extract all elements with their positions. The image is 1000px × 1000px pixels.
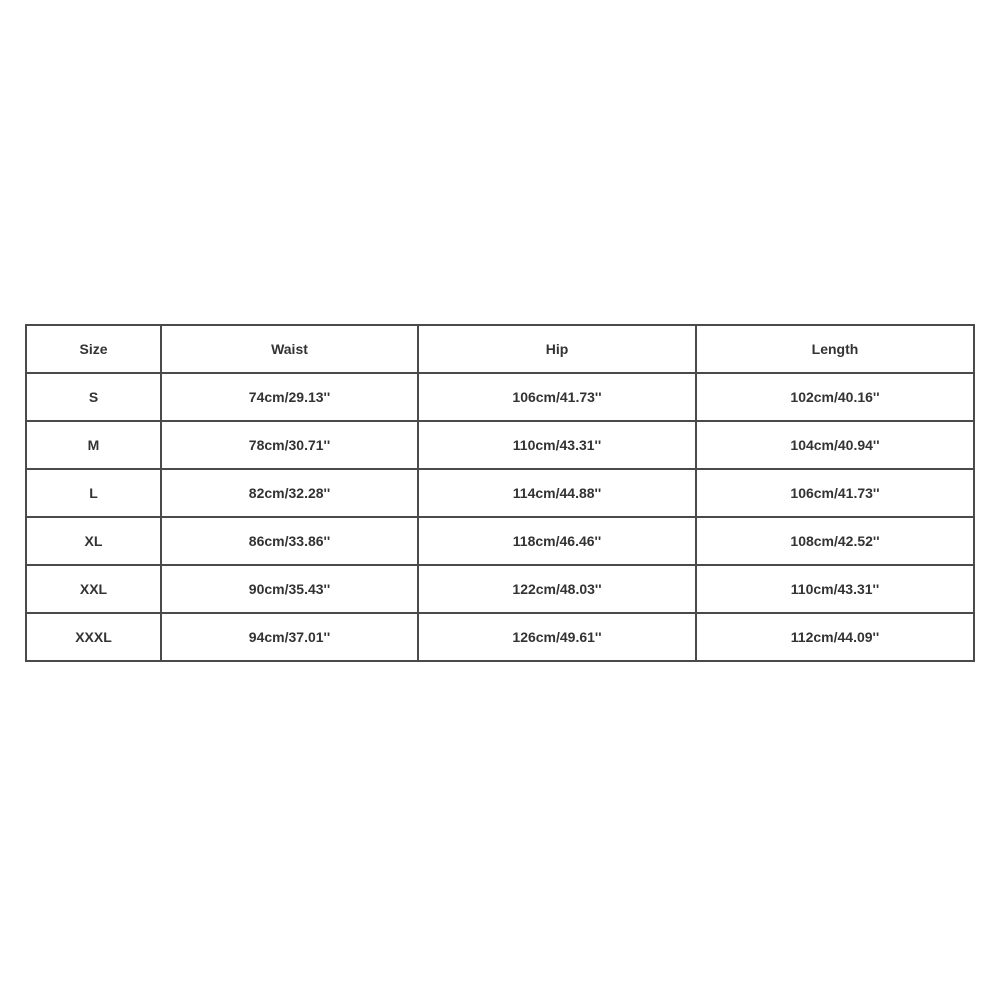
- size-chart-table: [25, 324, 975, 662]
- cell-waist: 90cm/35.43'': [161, 565, 418, 613]
- header-waist: Waist: [161, 325, 418, 373]
- cell-length: 108cm/42.52'': [696, 517, 974, 565]
- cell-waist: 74cm/29.13'': [161, 373, 418, 421]
- cell-length: 102cm/40.16'': [696, 373, 974, 421]
- cell-size: XXL: [26, 565, 161, 613]
- cell-length: 104cm/40.94'': [696, 421, 974, 469]
- cell-waist: 82cm/32.28'': [161, 469, 418, 517]
- cell-size: XL: [26, 517, 161, 565]
- table-row: [26, 469, 974, 517]
- table-row: [26, 565, 974, 613]
- table-row: [26, 421, 974, 469]
- cell-waist: 86cm/33.86'': [161, 517, 418, 565]
- cell-size: XXXL: [26, 613, 161, 661]
- cell-hip: 110cm/43.31'': [418, 421, 696, 469]
- cell-waist: 94cm/37.01'': [161, 613, 418, 661]
- cell-size: L: [26, 469, 161, 517]
- cell-waist: 78cm/30.71'': [161, 421, 418, 469]
- cell-hip: 106cm/41.73'': [418, 373, 696, 421]
- table-header-row: [26, 325, 974, 373]
- cell-length: 112cm/44.09'': [696, 613, 974, 661]
- cell-hip: 114cm/44.88'': [418, 469, 696, 517]
- table-row: [26, 613, 974, 661]
- cell-hip: 122cm/48.03'': [418, 565, 696, 613]
- table-row: [26, 373, 974, 421]
- cell-hip: 126cm/49.61'': [418, 613, 696, 661]
- header-size: Size: [26, 325, 161, 373]
- cell-length: 106cm/41.73'': [696, 469, 974, 517]
- cell-size: S: [26, 373, 161, 421]
- header-length: Length: [696, 325, 974, 373]
- cell-size: M: [26, 421, 161, 469]
- cell-length: 110cm/43.31'': [696, 565, 974, 613]
- table-row: [26, 517, 974, 565]
- cell-hip: 118cm/46.46'': [418, 517, 696, 565]
- header-hip: Hip: [418, 325, 696, 373]
